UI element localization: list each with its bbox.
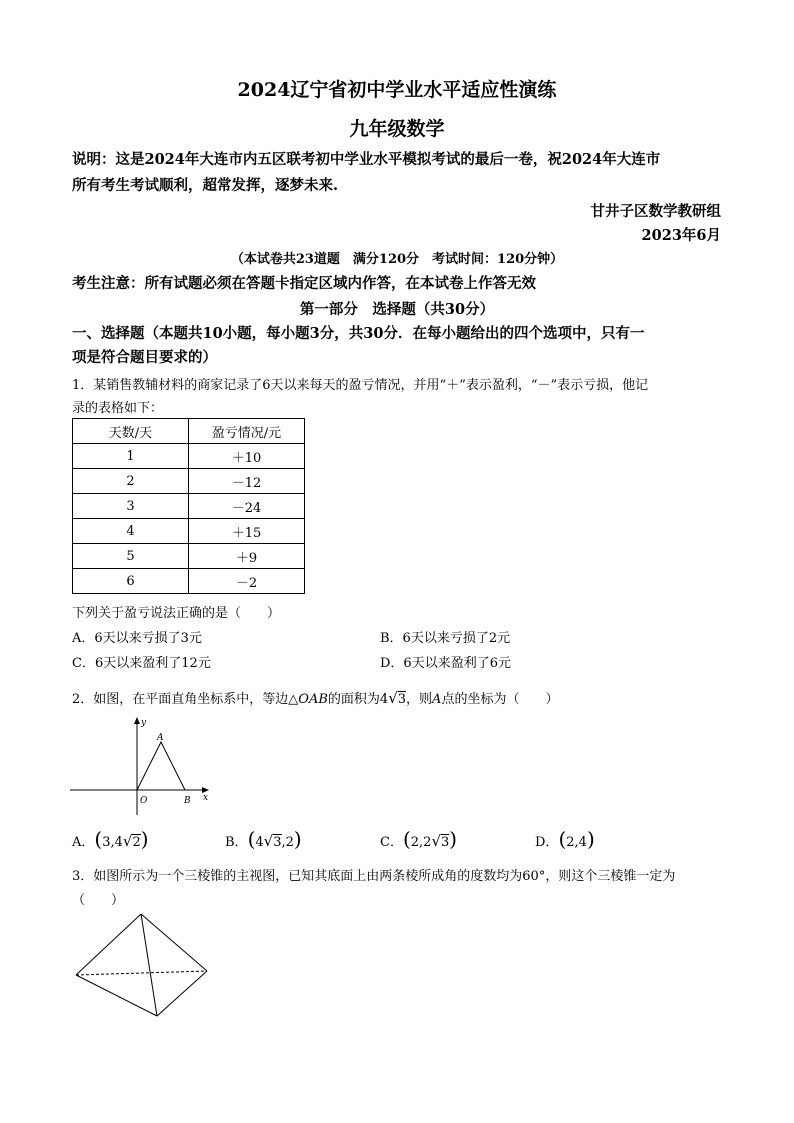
q3-line-2: （ ） <box>72 893 125 908</box>
paren-open: ( <box>247 827 256 851</box>
paren-close: ) <box>586 827 595 851</box>
q1-option-a: A．6天以来亏损了3元 <box>72 631 202 646</box>
y-axis-arrow-icon <box>134 717 140 724</box>
q2-prefix: 2．如图，在平面直角坐标系中，等边△ <box>72 692 299 707</box>
point-b-label: B <box>184 796 191 806</box>
q2-option-a-value: 3,4 <box>102 835 123 850</box>
hidden-edge <box>76 971 207 975</box>
q2-stem <box>72 688 558 707</box>
sqrt-symbol: √ <box>388 689 398 707</box>
x-axis-label: x <box>203 793 209 803</box>
note-date: 2023年6月 <box>641 227 721 244</box>
exam-notice: 考生注意：所有试题必须在答题卡指定区域内作答，在本试卷上作答无效 <box>72 275 536 292</box>
q2-option-b-label: B． <box>225 835 248 850</box>
table-cell: －24 <box>189 494 305 519</box>
q2-option-b-tail: ,2 <box>281 835 294 850</box>
q2-end: 点的坐标为（ ） <box>441 692 559 707</box>
paren-open: ( <box>402 827 411 851</box>
q1-option-b: B．6天以来亏损了2元 <box>380 631 511 646</box>
q1-question: 下列关于盈亏说法正确的是（ ） <box>72 606 281 621</box>
table-cell: 1 <box>73 444 189 469</box>
paren-close: ) <box>140 827 149 851</box>
table-header-row <box>73 419 305 444</box>
q2-option-c <box>380 827 457 851</box>
q1-option-c: C．6天以来盈利了12元 <box>72 656 211 671</box>
table-cell: ＋15 <box>189 519 305 544</box>
q2-option-b <box>225 827 302 851</box>
q2-mid: 的面积为 <box>327 692 380 707</box>
paren-close: ) <box>449 827 458 851</box>
table-header-cell: 天数/天 <box>73 419 189 444</box>
table-cell: －2 <box>189 569 305 594</box>
profit-loss-table <box>72 418 305 594</box>
q2-radicand: 3 <box>397 692 407 707</box>
table-cell: 4 <box>73 519 189 544</box>
q2-option-a-label: A． <box>72 835 95 850</box>
table-cell: 2 <box>73 469 189 494</box>
q2-option-d <box>535 827 595 851</box>
sqrt-symbol: √ <box>263 832 274 850</box>
table-row <box>73 469 305 494</box>
table-cell: 5 <box>73 544 189 569</box>
table-cell: 3 <box>73 494 189 519</box>
paren-close: ) <box>293 827 302 851</box>
paren-open: ( <box>558 827 567 851</box>
part1-title: 第一部分 选择题（共30分） <box>299 301 495 318</box>
table-row <box>73 444 305 469</box>
note-author: 甘井子区数学教研组 <box>590 203 721 220</box>
sqrt-symbol: √ <box>122 832 133 850</box>
table-header-cell: 盈亏情况/元 <box>189 419 305 444</box>
x-axis-arrow-icon <box>202 787 209 793</box>
q1-option-d: D．6天以来盈利了6元 <box>380 656 511 671</box>
section1-line-2: 项是符合题目要求的） <box>72 349 217 366</box>
q2-coef: 4 <box>379 692 389 707</box>
table-cell: －12 <box>189 469 305 494</box>
table-row <box>73 494 305 519</box>
q2-option-a <box>72 827 149 851</box>
q1-line-1: 1．某销售教辅材料的商家记录了6天以来每天的盈亏情况，并用“＋”表示盈利，“－”表示亏损，他记 <box>72 378 649 393</box>
q3-line-1: 3．如图所示为一个三棱锥的主视图，已知其底面上由两条棱所成角的度数均为60°，则这个三棱锥一定为 <box>72 869 676 884</box>
page-subtitle: 九年级数学 <box>349 118 445 140</box>
q2-option-a-radicand: 2 <box>132 835 141 850</box>
table-row <box>73 544 305 569</box>
q2-point-name: A <box>432 692 442 707</box>
q2-option-d-value: 2,4 <box>566 835 587 850</box>
q2-option-c-radicand: 3 <box>441 835 450 850</box>
sqrt-symbol: √ <box>431 832 442 850</box>
table-row <box>73 519 305 544</box>
q2-triangle-name: OAB <box>298 692 328 707</box>
point-o-label: O <box>140 796 148 806</box>
q2-option-c-value: 2,2 <box>410 835 432 850</box>
point-a-label: A <box>157 733 164 743</box>
table-cell: ＋9 <box>189 544 305 569</box>
table-cell: 6 <box>73 569 189 594</box>
paren-open: ( <box>94 827 103 851</box>
q3-pyramid-figure <box>76 914 207 1016</box>
y-axis-label: y <box>141 718 147 728</box>
page-title: 2024辽宁省初中学业水平适应性演练 <box>237 79 557 101</box>
table-row <box>73 569 305 594</box>
q2-suffix: ，则 <box>406 692 433 707</box>
table-cell: ＋10 <box>189 444 305 469</box>
triangle-oab <box>137 742 185 790</box>
q2-option-b-radicand: 3 <box>273 835 282 850</box>
section1-line-1: 一、选择题（本题共10小题，每小题3分，共30分．在每小题给出的四个选项中，只有一 <box>72 325 645 342</box>
q2-option-b-coef: 4 <box>255 835 264 850</box>
q2-option-c-label: C． <box>380 835 403 850</box>
note-line-2: 所有考生考试顺利，超常发挥，逐梦未来. <box>72 177 339 194</box>
exam-info: （本试卷共23道题 满分120分 考试时间：120分钟） <box>230 252 564 267</box>
q1-line-2: 录的表格如下： <box>72 401 164 416</box>
note-line-1: 说明：这是2024年大连市内五区联考初中学业水平模拟考试的最后一卷，祝2024年大连市 <box>72 151 661 168</box>
q2-option-d-label: D． <box>535 835 559 850</box>
